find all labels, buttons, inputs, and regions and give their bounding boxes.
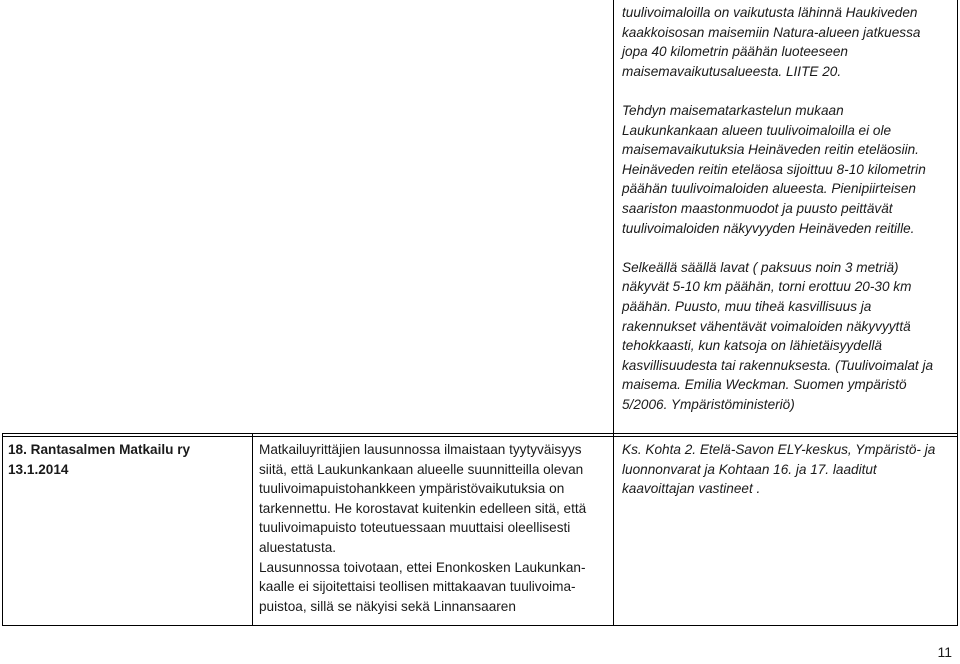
response-line: jopa 40 kilometrin päähän luoteeseen [622, 44, 848, 60]
response-line: Laukunkankaan alueen tuulivoimaloilla ei ole [622, 122, 892, 138]
response-line: maisemavaikutusalueesta. LIITE 20. [622, 63, 842, 79]
response-cell [622, 440, 935, 499]
sender-cell [8, 440, 190, 479]
response-line: luonnonvarat ja Kohtaan 16. ja 17. laaditut [622, 461, 877, 477]
response-line: maisemavaikutuksia Heinäveden reitin eteläosiin. [622, 142, 919, 158]
sender-date: 13.1.2014 [8, 461, 69, 477]
response-line: tuulivoimaloilla on vaikutusta lähinnä Haukiveden [622, 5, 918, 20]
response-line: kasvillisuudesta tai rakennuksesta. (Tuulivoimalat ja [622, 357, 934, 373]
response-line: rakennukset vähentävät voimaloiden näkyvyyttä [622, 318, 911, 334]
statement-line: puistoa, sillä se näkyisi sekä Linnansaaren [259, 598, 516, 614]
response-line: 5/2006. Ympäristöministeriö) [622, 396, 795, 412]
statement-line: aluestatusta. [259, 539, 337, 555]
table-border-left [2, 433, 3, 626]
table-bottom-border [2, 625, 958, 626]
response-line: tehokkaasti, kun katsoja on lähietäisyydellä [622, 338, 882, 354]
statement-line: Lausunnossa toivotaan, ettei Enonkosken Laukunkan- [259, 559, 586, 575]
statement-line: kaalle ei sijoitettaisi teollisen mittakaavan tuulivoima- [259, 579, 576, 595]
sender-name: 18. Rantasalmen Matkailu ry [8, 442, 191, 457]
response-line: saariston maastonmuodot ja puusto peittävät [622, 200, 893, 216]
statement-line: tuulivoimapuistohankkeen ympäristövaikutuksia on [259, 481, 565, 497]
statement-line: tarkennettu. He korostavat kuitenkin edelleen sitä, että [259, 500, 587, 516]
response-line: päähän. Puusto, muu tiheä kasvillisuus ja [622, 298, 872, 314]
table-col-divider-1 [252, 433, 253, 626]
page-number: 11 [937, 644, 952, 660]
response-line: Heinäveden reitin eteläosa sijoittuu 8-10 kilometrin [622, 161, 926, 177]
response-line: kaavoittajan vastineet . [622, 481, 761, 497]
response-line: kaakkoisosan maisemiin Natura-alueen jatkuessa [622, 24, 921, 40]
response-line: Tehdyn maisematarkastelun mukaan [622, 102, 844, 118]
response-line: tuulivoimaloiden näkyvyyden Heinäveden reitille. [622, 220, 915, 236]
response-continued [622, 3, 933, 414]
statement-line: siitä, että Laukunkankaan alueelle suunnitteilla olevan [259, 461, 584, 477]
response-line: maisema. Emilia Weckman. Suomen ympäristö [622, 377, 907, 393]
table-border-right [957, 0, 958, 626]
table-col-divider-2 [613, 0, 614, 626]
statement-line: tuulivoimapuisto toteutuessaan muuttaisi oleellisesti [259, 520, 571, 536]
table-row-separator-2 [2, 436, 958, 437]
response-line: päähän tuulivoimaloiden alueesta. Pienipiirteisen [622, 181, 916, 197]
table-row-separator [2, 433, 958, 434]
response-line: Ks. Kohta 2. Etelä-Savon ELY-keskus, Ympäristö- ja [622, 442, 936, 457]
statement-cell [259, 440, 586, 616]
response-line: Selkeällä säällä lavat ( paksuus noin 3 metriä) [622, 259, 899, 275]
response-line: näkyvät 5-10 km päähän, torni erottuu 20-30 km [622, 279, 912, 295]
statement-line: Matkailuyrittäjien lausunnossa ilmaistaan tyytyväisyys [259, 442, 582, 457]
